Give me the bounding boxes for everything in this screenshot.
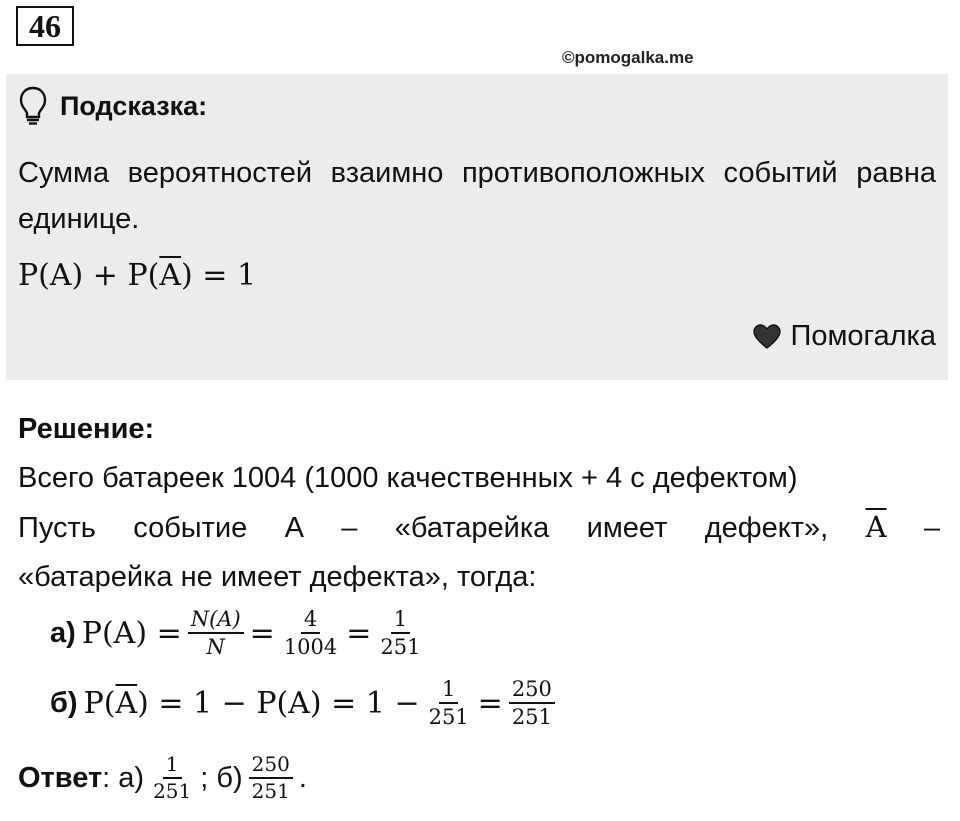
hint-formula-left: P(A) + P( (18, 258, 160, 293)
formula-a-lhs: P(A) = (81, 615, 182, 651)
answer-sep: ; (200, 761, 209, 794)
answer-a-den: 251 (153, 779, 192, 803)
formula-a-frac-2-num: 4 (301, 606, 320, 634)
answer-a-frac (150, 752, 194, 804)
answer-b-label: б) (216, 761, 243, 794)
answer-a-num: 1 (163, 752, 182, 779)
formula-a-frac-2-den: 1004 (283, 635, 338, 659)
solution-line-2-end: – (923, 512, 940, 544)
formula-b-frac-1-den: 251 (428, 705, 469, 729)
hint-formula-abar: $\overline{A}$ (159, 258, 182, 293)
brand-name: Помогалка (790, 320, 936, 352)
hint-formula (18, 258, 256, 293)
answer-a-label: а) (118, 761, 145, 794)
answer-end: . (298, 761, 307, 794)
formula-b-lhs-end: ) = 1 − P(A) = 1 − (137, 685, 420, 721)
answer-b-frac (249, 752, 293, 804)
formula-a (50, 606, 430, 660)
formula-a-frac-2 (281, 606, 340, 660)
solution-line-2 (18, 503, 940, 553)
answer (18, 752, 307, 804)
formula-a-expr (82, 606, 430, 660)
heart-icon (753, 324, 781, 350)
answer-label: Ответ (18, 761, 103, 794)
brand (753, 320, 936, 353)
formula-a-eq-1: = (249, 615, 275, 651)
solution (18, 405, 940, 602)
answer-colon: : (102, 761, 111, 794)
formula-b-expr (84, 676, 561, 730)
hint-header (18, 86, 207, 126)
formula-b-frac-1 (426, 676, 472, 730)
formula-b-frac-2-num: 250 (509, 676, 555, 704)
lightbulb-icon (18, 86, 48, 126)
formula-a-frac-3-num: 1 (391, 606, 410, 634)
solution-line-1: Всего батареек 1004 (1000 качественных + 4 с дефектом) (18, 462, 798, 494)
formula-a-frac-1 (188, 606, 244, 660)
solution-line-2-abar: $\overline{A}$ (865, 510, 887, 544)
formula-a-frac-3-den: 251 (380, 635, 421, 659)
hint-text: Сумма вероятностей взаимно противоположных событий равна единице. (18, 157, 936, 235)
formula-a-frac-1-num: N(A) (188, 606, 244, 634)
formula-b-label: б) (50, 686, 78, 719)
hint-formula-right: ) = 1 (181, 258, 257, 293)
solution-heading: Решение: (18, 413, 155, 445)
solution-line-3: «батарейка не имеет дефекта», тогда: (18, 561, 537, 593)
formula-b-eq: = (477, 685, 503, 721)
answer-b-den: 251 (251, 779, 290, 803)
formula-b-abar: $\overline{A}$ (115, 685, 138, 721)
answer-b-num: 250 (249, 752, 293, 779)
hint-box (6, 74, 948, 380)
formula-b-lhs-start: P( (83, 685, 116, 721)
hint-title: Подсказка: (60, 90, 208, 121)
formula-b-frac-1-num: 1 (439, 676, 458, 704)
solution-line-2-start: Пусть событие А – «батарейка имеет дефект», (18, 512, 829, 544)
watermark: ©pomogalka.me (562, 48, 694, 67)
formula-a-frac-3 (377, 606, 423, 660)
formula-a-eq-2: = (346, 615, 372, 651)
formula-a-frac-1-den: N (206, 635, 225, 659)
task-number: 46 (16, 6, 74, 46)
formula-b-frac-2 (509, 676, 555, 730)
formula-b-frac-2-den: 251 (511, 705, 552, 729)
formula-b (50, 676, 561, 730)
formula-a-label: а) (50, 616, 76, 649)
